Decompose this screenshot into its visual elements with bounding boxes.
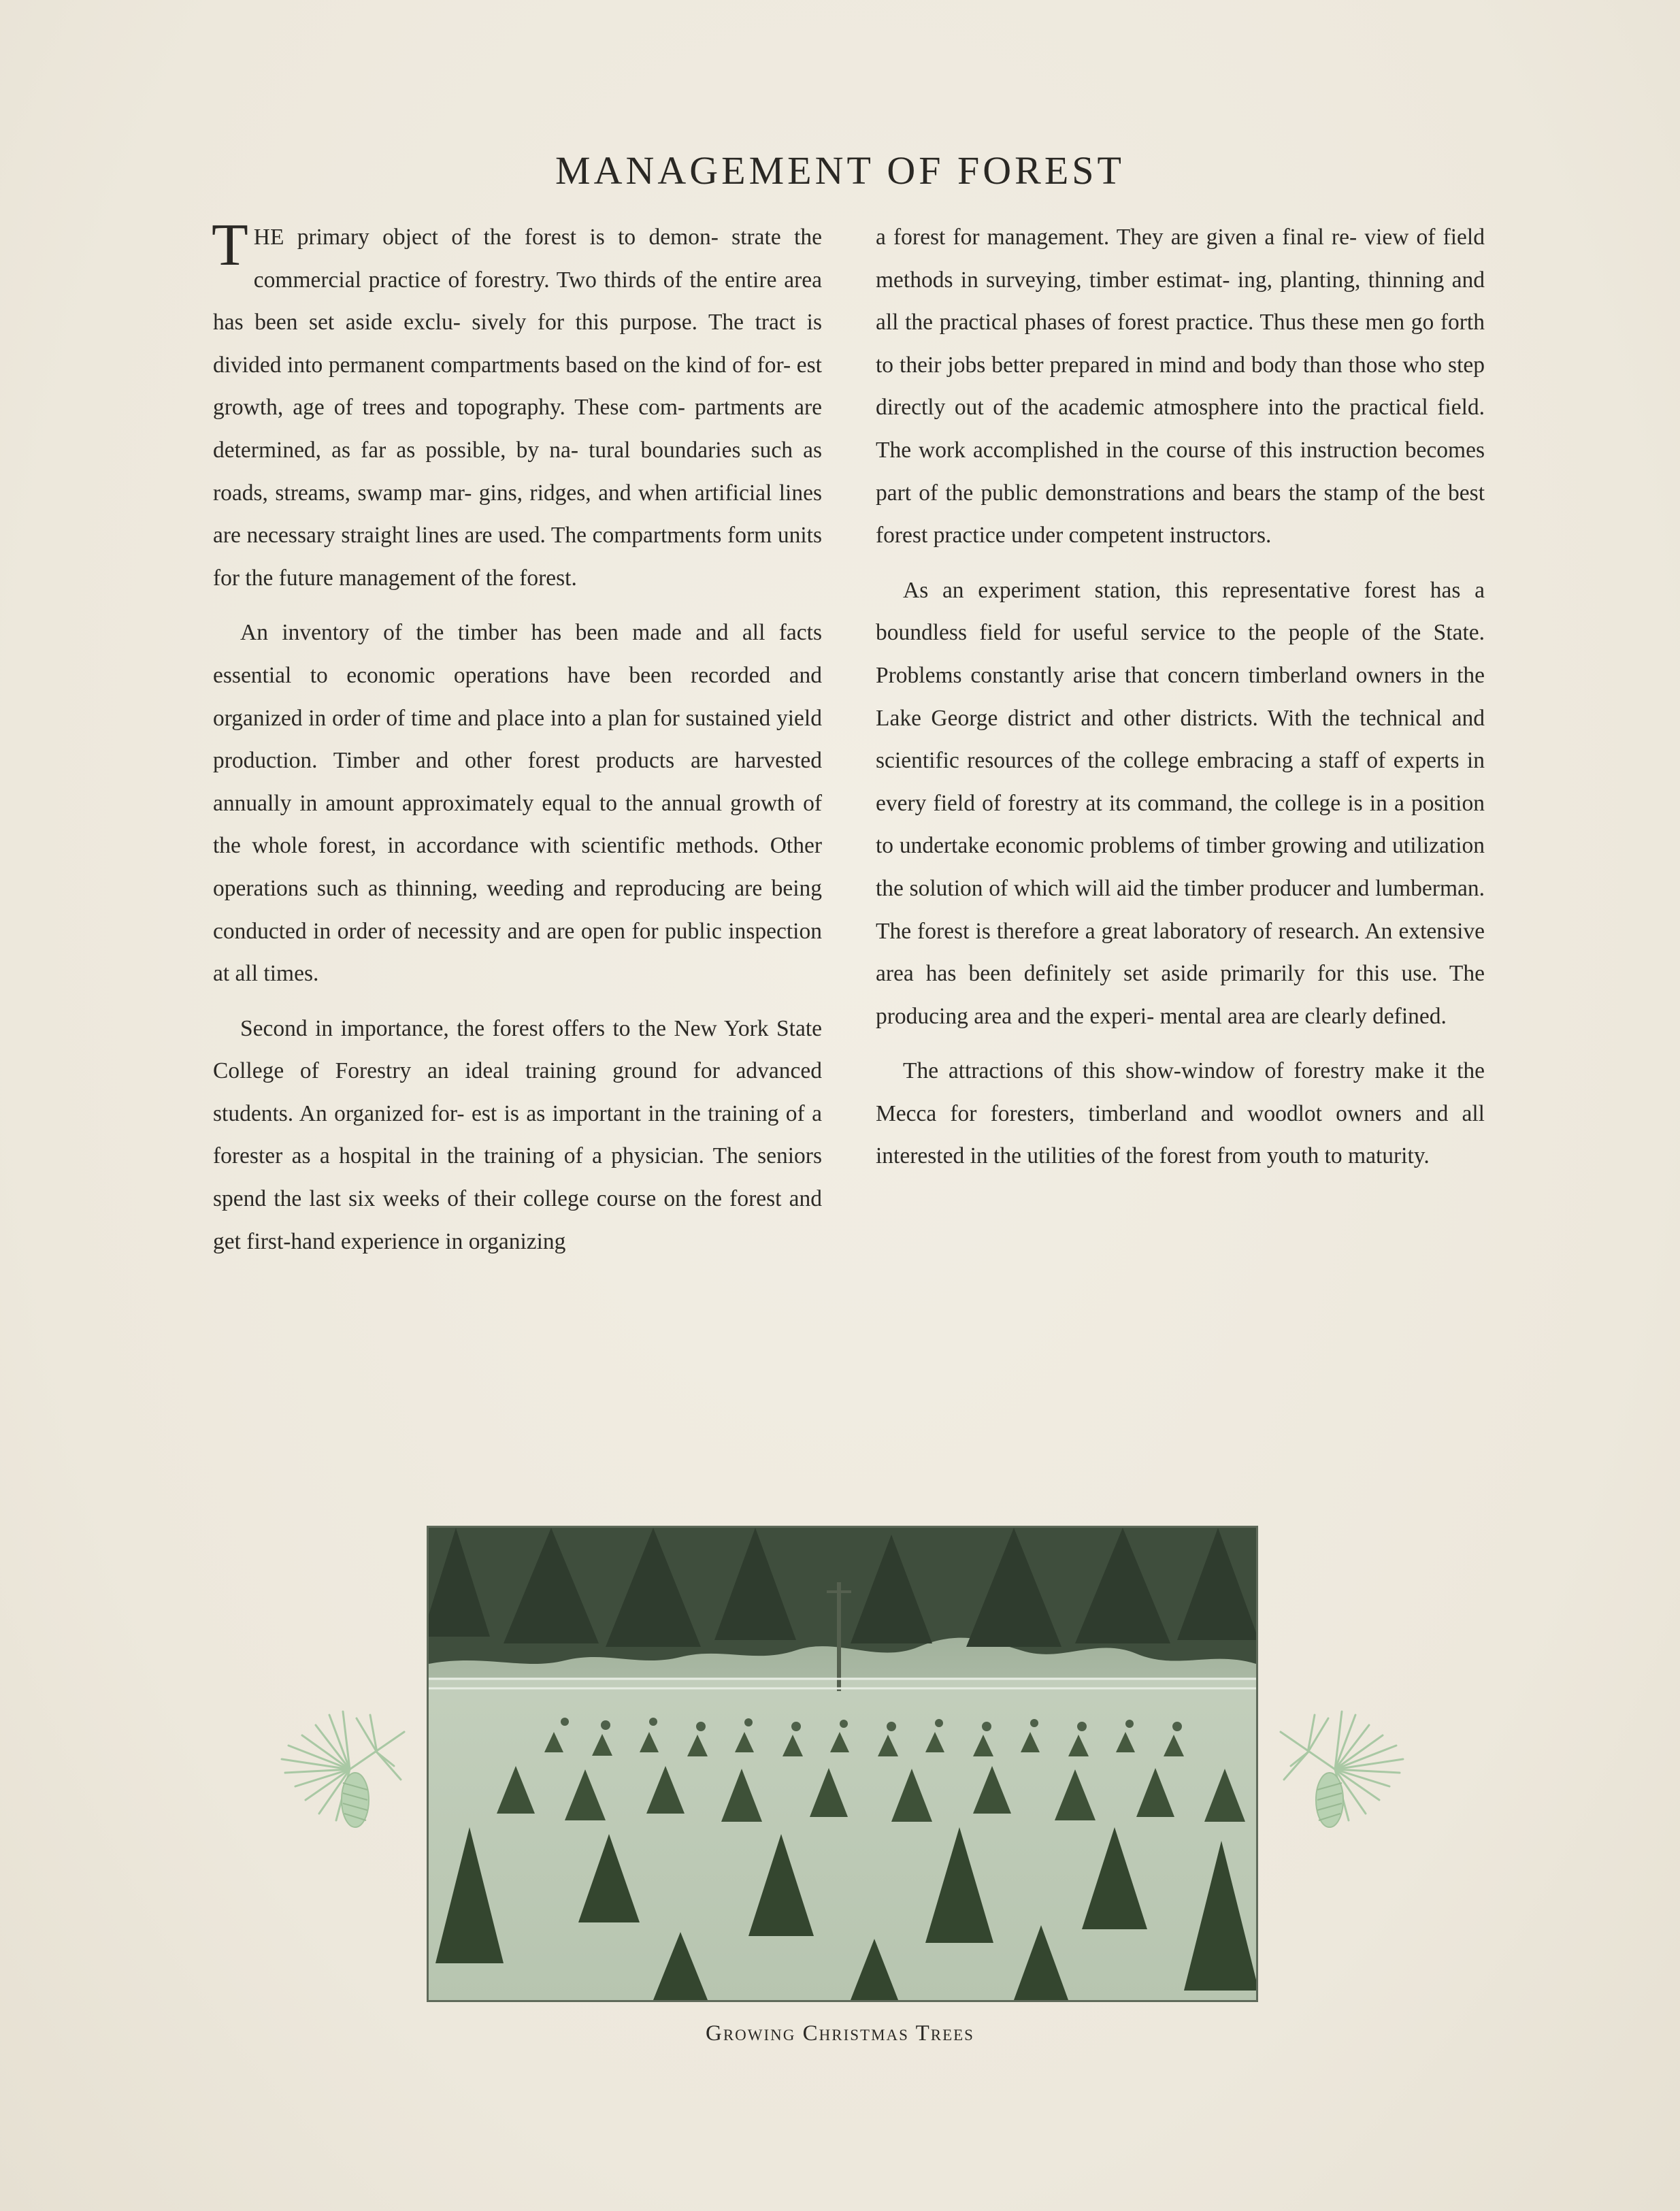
pine-sprig-icon [275, 1705, 408, 1834]
paragraph-4: a forest for management. They are given a final re- view of field methods in surveying, timber estimat- ing, planting, thinning and all the practical phases of forest practice. Thus these men go forth to their jobs better prepared in mind and body than those who step directly out of the academic atmosphere into the practical field. The work accomplished in the course of this instruction becomes part of the public demonstrations and bears the stamp of the best forest practice under competent instructors. [876, 225, 1485, 548]
christmas-trees-photo [427, 1526, 1258, 2002]
photo-caption-text: Growing Christmas Trees [706, 2021, 974, 2046]
page-title: MANAGEMENT OF FOREST [555, 148, 1125, 193]
right-column [876, 216, 1485, 1190]
paragraph-1 [212, 212, 822, 600]
paragraph-5: As an experiment station, this representative forest has a boundless field for useful service to the people of the State. Problems constantly arise that concern timberland owners in the Lake George district and other districts. With the technical and scientific resources of the college embracing a staff of experts in every field of forestry at its command, the college is in a position to undertake economic problems of timber growing and utilization the solution of which will aid the timber producer and lumberman. The forest is therefore a great laboratory of research. An extensive area has been definitely set aside primarily for this use. The producing area and the experi- mental area are clearly defined. [876, 577, 1485, 1029]
paragraph-3: Second in importance, the forest offers to the New York State College of Forestry an ideal training ground for advanced students. An organized for- est is as important in the training of a forester as a hospital in the training of a physician. The seniors spend the last six weeks of their college course on the forest and get first-hand experience in organizing [213, 1015, 822, 1254]
drop-cap: T [212, 212, 248, 278]
left-column [212, 212, 822, 1275]
paragraph-6: The attractions of this show-window of forestry make it the Mecca for foresters, timberland and woodlot owners and all interested in the utilities of the forest from youth to maturity. [876, 1058, 1485, 1169]
pine-sprig-icon [1277, 1705, 1410, 1834]
paragraph-1-text: HE primary object of the forest is to demon- strate the commercial practice of forestry. Two thirds of the entire area has been set aside exclu- sively for this purpose. The tract is divided into permanent compartments based on the kind of for- est growth, age of trees and topography. These com- partments are determined, as far as possible, by na- tural boundaries such as roads, streams, swamp mar- gins, ridges, and when artificial lines are necessary straight lines are used. The compartments form units for the future management of the forest. [213, 225, 822, 591]
photo-caption [0, 2021, 1680, 2046]
paragraph-2: An inventory of the timber has been made and all facts essential to economic operations have been recorded and organized in order of time and place into a plan for sustained yield production. Timber and other forest products are harvested annually in amount approximately equal to the annual growth of the whole forest, in accordance with scientific methods. Other operations such as thinning, weeding and reproducing are being conducted in order of necessity and are open for public inspection at all times. [213, 620, 822, 987]
